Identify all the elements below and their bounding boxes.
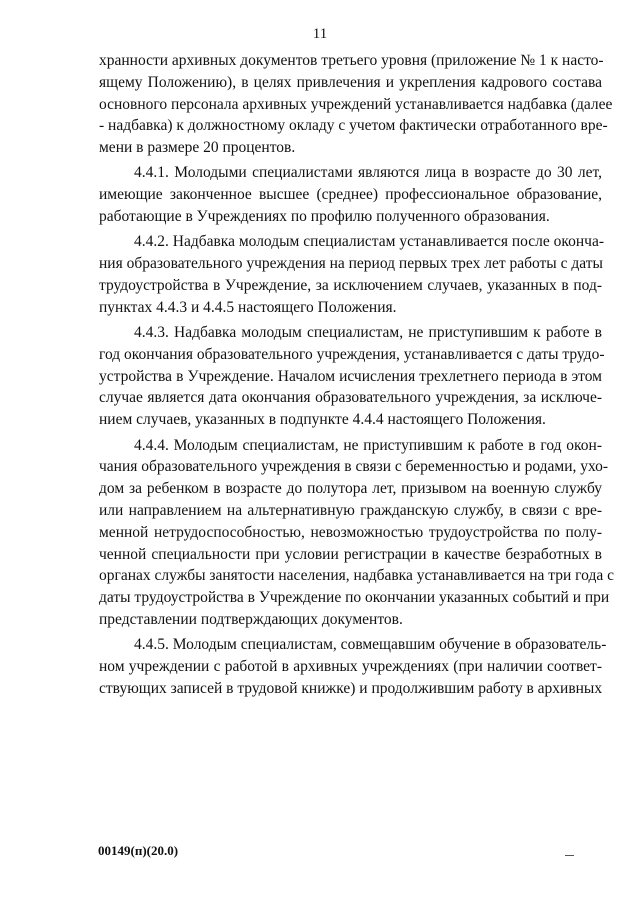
text-line: пунктах 4.4.3 и 4.4.5 настоящего Положения. bbox=[99, 298, 397, 316]
text-line: представлении подтверждающих документов. bbox=[99, 610, 403, 628]
text-line: - надбавка) к должностному окладу с учетом фактически отработанного вре- bbox=[99, 117, 608, 135]
text-line: год окончания образовательного учреждения, устанавливается с даты трудо- bbox=[99, 345, 605, 363]
text-line: устройства в Учреждение. Началом исчисления трехлетнего периода в этом bbox=[99, 367, 602, 385]
text-line: 4.4.1. Молодыми специалистами являются лица в возрасте до 30 лет, bbox=[134, 164, 602, 182]
text-line: даты трудоустройства в Учреждение по окончании указанных событий и при bbox=[99, 589, 610, 607]
text-line: органах службы занятости населения, надбавка устанавливается на три года с bbox=[99, 567, 614, 585]
text-line: имеющие законченное высшее (среднее) профессиональное образование, bbox=[99, 186, 602, 204]
paragraph bbox=[99, 162, 602, 227]
text-line: ния образовательного учреждения на период первых трех лет работы с даты bbox=[99, 255, 603, 273]
text-line: или направлением на альтернативную гражданскую службу, в связи с вре- bbox=[99, 501, 602, 519]
text-line: чания образовательного учреждения в связи с беременностью и родами, ухо- bbox=[99, 458, 609, 476]
text-line: основного персонала архивных учреждений устанавливается надбавка (далее bbox=[99, 95, 613, 113]
text-line: ченной специальности при условии регистрации в качестве безработных в bbox=[99, 545, 602, 563]
paragraph bbox=[99, 322, 605, 431]
text-line: хранности архивных документов третьего уровня (приложение № 1 к насто- bbox=[99, 52, 604, 69]
page-number: 11 bbox=[312, 26, 328, 42]
text-line: ствующих записей в трудовой книжке) и продолжившим работу в архивных bbox=[99, 679, 603, 697]
text-line: 4.4.2. Надбавка молодым специалистам устанавливается после оконча- bbox=[134, 233, 605, 251]
text-line: работающие в Учреждениях по профилю полученного образования. bbox=[99, 208, 550, 226]
text-line: менной нетрудоспособностью, невозможностью трудоустройства по полу- bbox=[99, 523, 602, 541]
text-line: случае является дата окончания образовательного учреждения, за исключе- bbox=[99, 389, 602, 407]
document-code: 00149(п)(20.0) bbox=[98, 843, 179, 858]
scan-mark bbox=[565, 855, 574, 856]
paragraph bbox=[99, 435, 614, 631]
paragraph bbox=[99, 634, 607, 699]
text-line: 4.4.3. Надбавка молодым специалистам, не приступившим к работе в bbox=[134, 324, 602, 342]
document-body bbox=[99, 50, 614, 703]
text-line: ящему Положению), в целях привлечения и укрепления кадрового состава bbox=[99, 73, 602, 91]
paragraph bbox=[99, 50, 613, 159]
text-line: трудоустройства в Учреждение, за исключением случаев, указанных в под- bbox=[99, 276, 602, 294]
text-line: 4.4.4. Молодым специалистам, не приступившим к работе в год окон- bbox=[134, 436, 602, 454]
paragraph bbox=[99, 231, 605, 318]
text-line: нием случаев, указанных в подпункте 4.4.4 настоящего Положения. bbox=[99, 411, 546, 429]
text-line: 4.4.5. Молодым специалистам, совмещавшим обучение в образователь- bbox=[134, 636, 607, 654]
text-line: мени в размере 20 процентов. bbox=[99, 139, 296, 157]
text-line: дом за ребенком в возрасте до полутора лет, призывом на военную службу bbox=[99, 480, 602, 498]
text-line: ном учреждении с работой в архивных учреждениях (при наличии соответ- bbox=[99, 658, 602, 676]
